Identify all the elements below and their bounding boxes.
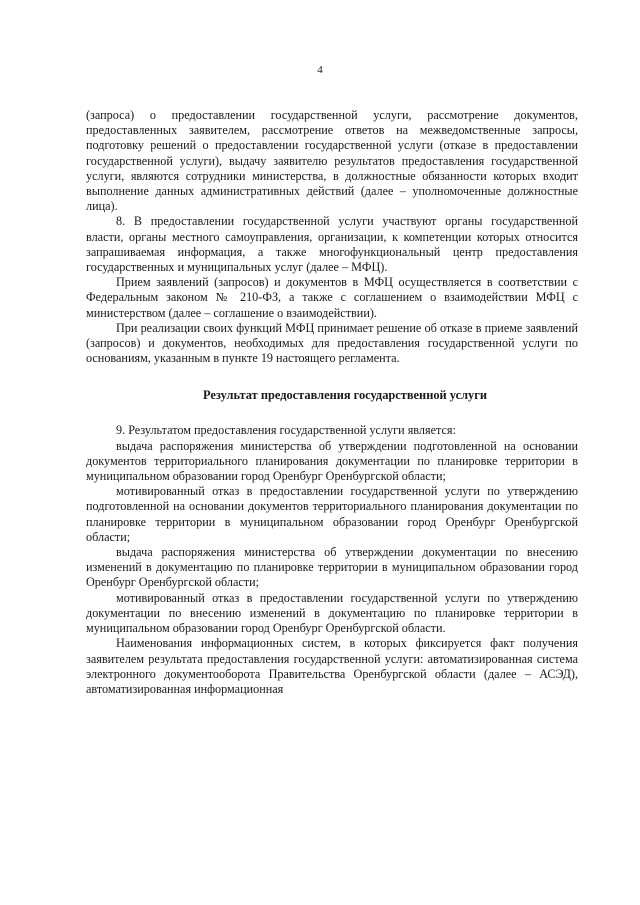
paragraph-9-result: 9. Результатом предоставления государственной услуги является: bbox=[116, 423, 456, 438]
section-heading: Результат предоставления государственной услуги bbox=[203, 388, 487, 403]
result-item-amendment-refusal: мотивированный отказ в предоставлении государственной услуги по утверждению документации по внесению изменений в документацию по планировке территории в муниципальном образовании город Оренбург Оренбургской области. bbox=[86, 590, 578, 636]
page-number: 4 bbox=[317, 64, 323, 76]
paragraph-mfc-reception: Прием заявлений (запросов) и документов в МФЦ осуществляется в соответствии с Федеральным законом № 210-ФЗ, а также с соглашением о взаимодействии МФЦ с министерством (далее – соглашение о взаимодействии). bbox=[86, 275, 578, 320]
paragraph-information-systems: Наименования информационных систем, в которых фиксируется факт получения заявителем результата предоставления государственной услуги: автоматизированная система электронного документооборота Правительства Оренбургской области (далее – АСЭД), автоматизированная информационная bbox=[86, 636, 578, 696]
document-body bbox=[86, 108, 578, 697]
result-item-refusal: мотивированный отказ в предоставлении государственной услуги по утверждению подготовленной на основании документов территориального планирования документации по планировке территории в муниципальном образовании город Оренбург Оренбургской области; bbox=[86, 484, 578, 544]
paragraph-8-participants: 8. В предоставлении государственной услуги участвуют органы государственной власти, органы местного самоуправления, организации, к компетенции которых относится запрашиваемая информация, а также многофункциональный центр предоставления государственных и муниципальных услуг (далее – МФЦ). bbox=[86, 214, 578, 275]
result-item-amendment-approval: выдача распоряжения министерства об утверждении документации по внесению изменений в документацию по планировке территории в муниципальном образовании город Оренбург Оренбургской области; bbox=[86, 545, 578, 590]
paragraph-responsible-officials: (запроса) о предоставлении государственной услуги, рассмотрение документов, предоставленных заявителем, рассмотрение ответов на межведомственные запросы, подготовку решений о предоставлении государственной услуги (отказе в предоставлении государственной услуги), выдачу заявителю результатов предоставления государственной услуги, являются сотрудники министерства, в должностные обязанности которых входит выполнение данных административных действий (далее – уполномоченные должностные лица). bbox=[86, 108, 578, 214]
paragraph-mfc-refusal: При реализации своих функций МФЦ принимает решение об отказе в приеме заявлений (запросов) и документов, необходимых для предоставления государственной услуги по основаниям, указанным в пункте 19 настоящего регламента. bbox=[86, 320, 578, 366]
result-item-approval: выдача распоряжения министерства об утверждении подготовленной на основании документов территориального планирования документации по планировке территории в муниципальном образовании город Оренбург Оренбургской области; bbox=[86, 438, 578, 484]
